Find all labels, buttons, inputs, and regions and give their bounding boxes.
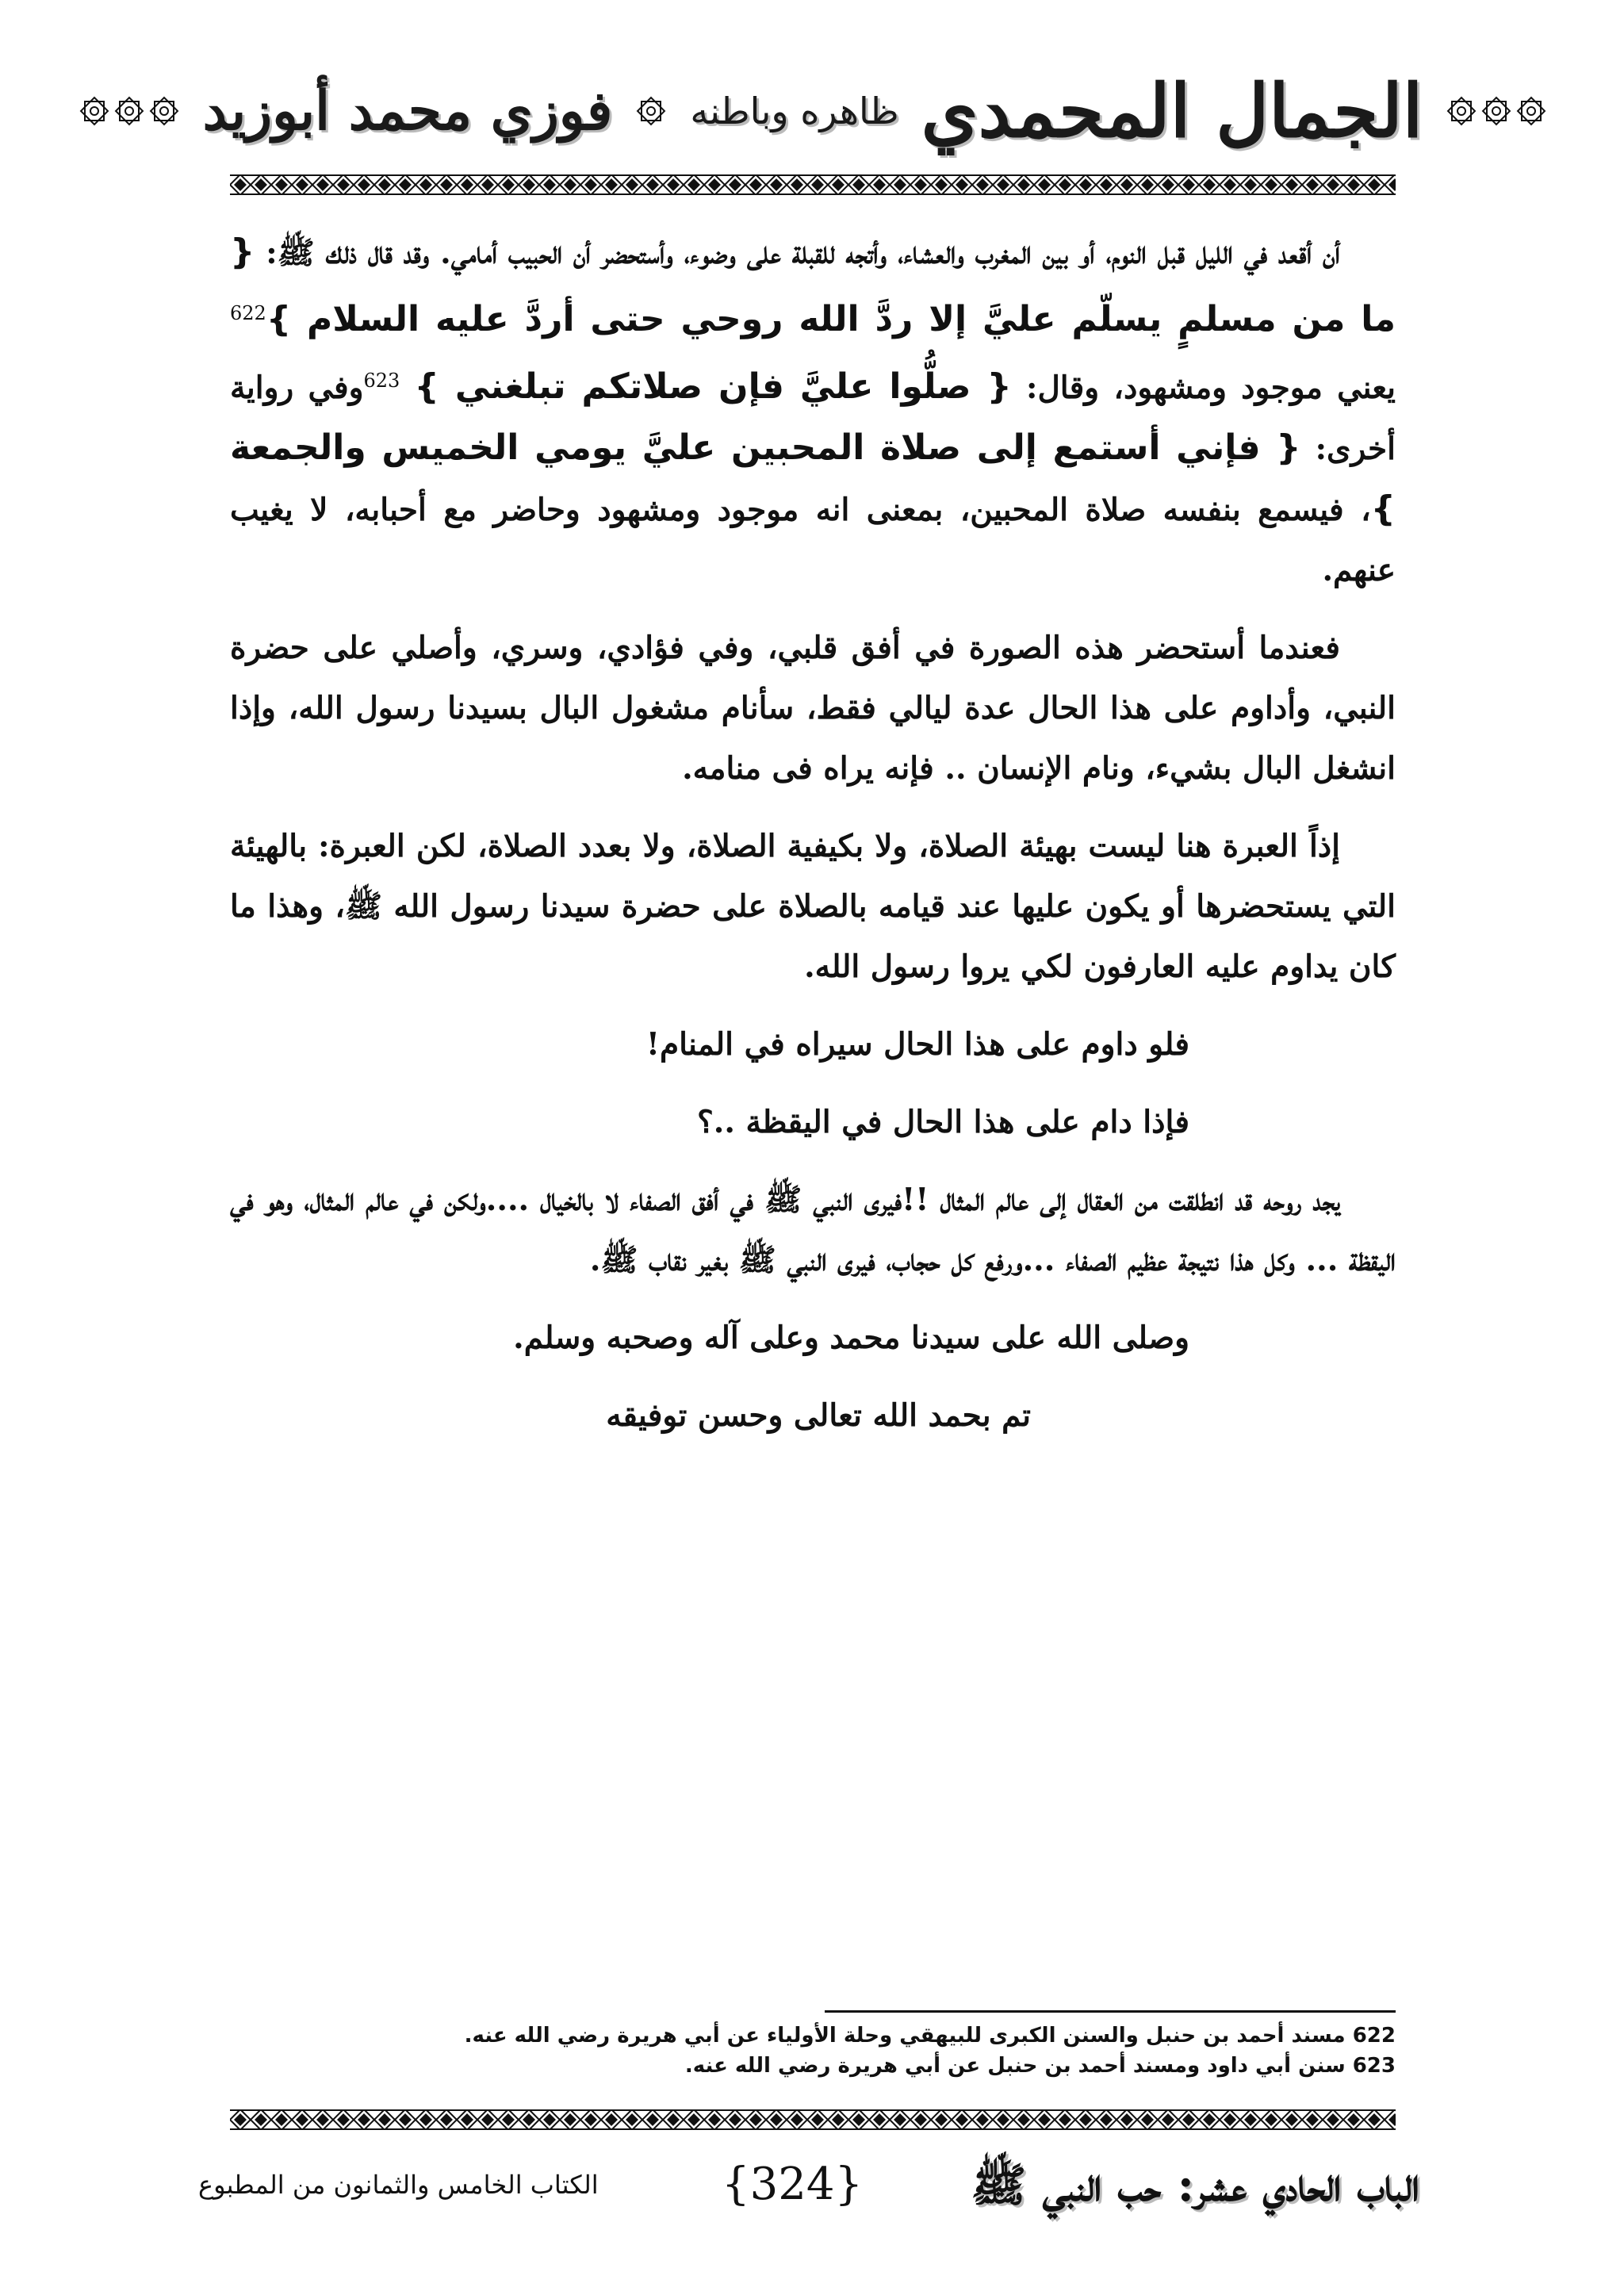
- star-ornament-icon: [1480, 94, 1513, 128]
- paragraph-4: فلو داوم على هذا الحال سيراه في المنام!: [645, 1026, 1189, 1063]
- paragraph-7: وصلى الله على سيدنا محمد وعلى آله وصحبه وسلم.: [513, 1320, 1189, 1356]
- header-ornamental-border: [230, 174, 1396, 195]
- star-ornament-icon: [78, 94, 111, 128]
- book-series-label: الكتاب الخامس والثمانون من المطبوع: [198, 2170, 599, 2200]
- star-ornament-icon: [113, 94, 146, 128]
- paragraph-5: فإذا دام على هذا الحال في اليقظة ..؟: [697, 1104, 1189, 1140]
- text-run: وفي رواية أخرى:: [230, 370, 1396, 467]
- text-run: يعني موجود ومشهود، وقال:: [1011, 370, 1396, 406]
- main-text: [230, 222, 1396, 1463]
- author-name: فوزي محمد أبوزيد: [202, 79, 613, 143]
- footer-ornamental-border: [230, 2109, 1396, 2130]
- page-footer: [198, 2141, 1419, 2228]
- book-title: الجمال المحمدي: [921, 68, 1423, 154]
- footnotes: [230, 2021, 1396, 2081]
- hadith-quote: { ما من مسلمٍ يسلّم عليَّ إلا ردَّ الله روحي حتى أردَّ عليه السلام }: [230, 232, 1396, 339]
- paragraph-3: إذاً العبرة هنا ليست بهيئة الصلاة، ولا بكيفية الصلاة، ولا بعدد الصلاة، لكن العبرة: بالهيئة التي يستحضرها أو يكون عليها عند قيامه بالصلاة على حضرة سيدنا رسول الله ﷺ، وهذا ما كان يداوم عليه العارفون لكي يروا رسول الله.: [230, 828, 1396, 985]
- star-ornament-icon: [634, 94, 668, 128]
- footnote-item: 623 سنن أبي داود ومسند أحمد بن حنبل عن أبي هريرة رضي الله عنه.: [684, 2054, 1396, 2078]
- footnote-ref[interactable]: 622: [230, 302, 266, 324]
- footnote-divider: [825, 2010, 1396, 2013]
- header-ornament-middle: [634, 94, 668, 128]
- text-run: أن أقعد في الليل قبل النوم، أو بين المغرب والعشاء، وأتجه للقبلة على وضوء، وأستحضر أن الحبيب أمامي. وقد قال ذلك ﷺ:: [255, 235, 1340, 271]
- page-number: {324}: [722, 2159, 864, 2210]
- footnote-ref[interactable]: 623: [363, 370, 400, 392]
- hadith-quote: { فإني أستمع إلى صلاة المحبين عليَّ يومي الخميس والجمعة }: [230, 427, 1396, 529]
- star-ornament-icon: [147, 94, 181, 128]
- footnote-item: 622 مسند أحمد بن حنبل والسنن الكبرى للبيهقي وحلة الأولياء عن أبي هريرة رضي الله عنه.: [464, 2024, 1396, 2048]
- header-ornament-right: [1445, 94, 1548, 128]
- chapter-title: الباب الحادي عشر: حب النبي ﷺ: [971, 2158, 1419, 2212]
- book-subtitle: ظاهره وباطنه: [690, 90, 899, 132]
- text-run: ، فيسمع بنفسه صلاة المحبين، بمعنى انه موجود ومشهود وحاضر مع أحبابه، لا يغيب عنهم.: [230, 492, 1396, 588]
- paragraph-6: يجد روحه قد انطلقت من العقال إلى عالم المثال !!فيرى النبي ﷺ في أفق الصفاء لا بالخيال ....ولكن في عالم المثال، وهو في اليقظة ... وكل هذا نتيجة عظيم الصفاء ...ورفع كل حجاب، فيرى النبي ﷺ بغير نقاب ﷺ.: [230, 1182, 1396, 1278]
- paragraph-1: [230, 222, 1396, 600]
- page-header: [202, 56, 1423, 167]
- star-ornament-icon: [1515, 94, 1548, 128]
- header-ornament-left: [78, 94, 181, 128]
- closing-line: تم بحمد الله تعالى وحسن توفيقه: [606, 1397, 1031, 1434]
- hadith-quote: { صلُّوا عليَّ فإن صلاتكم تبلغني }: [414, 366, 1012, 407]
- paragraph-2: فعندما أستحضر هذه الصورة في أفق قلبي، وفي فؤادي، وسري، وأصلي على حضرة النبي، وأداوم على هذا الحال عدة ليالي فقط، سأنام مشغول البال بسيدنا رسول الله، وإذا انشغل البال بشيء، ونام الإنسان .. فإنه يراه فى منامه.: [230, 630, 1396, 787]
- star-ornament-icon: [1445, 94, 1478, 128]
